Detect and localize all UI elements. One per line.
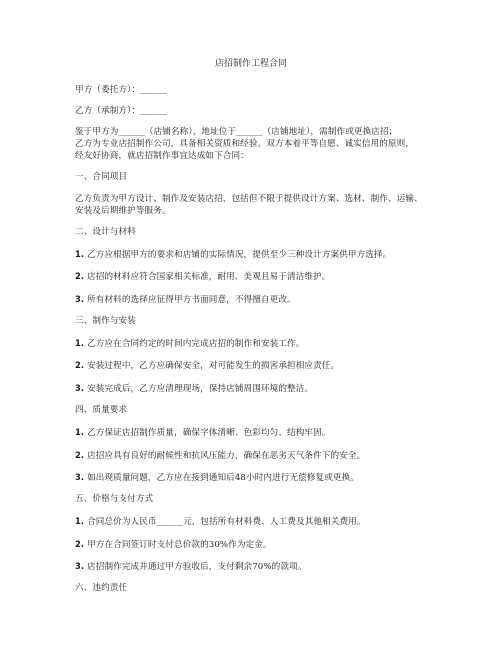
item-text: 合同总价为人民币______元，包括所有材料费、人工费及其他相关费用。 (87, 517, 366, 527)
item-number: 2. (75, 539, 85, 549)
intro-line: 乙方为专业店招制作公司，具备相关资质和经验，双方本着平等自愿、诚实信用的原则， (75, 139, 415, 149)
item-number: 1. (75, 249, 85, 259)
section-text-line: 乙方负责为甲方设计、制作及安装店招，包括但不限于提供设计方案、选材、制作、运输、 (75, 194, 423, 204)
item-number: 3. (75, 294, 85, 304)
list-item (75, 270, 475, 283)
section-heading: 五、价格与支付方式 (75, 494, 154, 504)
section-heading: 一、合同项目 (75, 172, 128, 182)
item-number: 1. (75, 427, 85, 437)
item-text: 安装过程中，乙方应确保安全，对可能发生的损害承担相应责任。 (87, 361, 340, 371)
list-item (75, 293, 475, 306)
item-number: 2. (75, 271, 85, 281)
item-text: 所有材料的选择应征得甲方书面同意，不得擅自更改。 (87, 295, 296, 305)
item-number: 3. (75, 383, 85, 393)
section-text-line: 安装及后期维护等服务。 (75, 206, 171, 216)
list-item (75, 248, 475, 261)
section-heading: 三、制作与安装 (75, 316, 136, 326)
list-item (75, 359, 475, 372)
item-text: 如出现质量问题，乙方应在接到通知后48小时内进行无偿修复或更换。 (87, 473, 360, 483)
list-item (75, 538, 475, 551)
party-a-line: 甲方（委托方）：______ (75, 85, 167, 95)
intro-line: 鉴于甲方为______（店铺名称），地址位于______（店铺地址），需制作或更换店招； (75, 127, 398, 137)
section-heading: 四、质量要求 (75, 405, 128, 415)
item-text: 店招应具有良好的耐候性和抗风压能力，确保在恶劣天气条件下的安全。 (87, 451, 366, 461)
item-number: 3. (75, 472, 85, 482)
list-item (75, 382, 475, 395)
intro-line: 经友好协商，就店招制作事宜达成如下合同： (75, 151, 249, 161)
item-number: 1. (75, 516, 85, 526)
list-item (75, 449, 475, 462)
item-text: 安装完成后，乙方应清理现场，保持店铺周围环境的整洁。 (87, 384, 314, 394)
item-number: 1. (75, 338, 85, 348)
item-text: 甲方在合同签订时支付总价款的30%作为定金。 (87, 540, 272, 550)
item-number: 2. (75, 450, 85, 460)
item-number: 2. (75, 360, 85, 370)
list-item (75, 560, 475, 573)
document-title: 店招制作工程合同 (214, 59, 287, 69)
item-text: 乙方应在合同约定的时间内完成店招的制作和安装工作。 (87, 339, 305, 349)
list-item (75, 515, 475, 528)
item-text: 乙方保证店招制作质量，确保字体清晰、色彩均匀、结构牢固。 (87, 428, 331, 438)
section-heading: 六、违约责任 (75, 583, 128, 593)
item-text: 店招制作完成并通过甲方验收后，支付剩余70%的款项。 (87, 562, 307, 572)
list-item (75, 337, 475, 350)
item-number: 3. (75, 561, 85, 571)
section-heading: 二、设计与材料 (75, 227, 136, 237)
party-b-line: 乙方（承制方）：______ (75, 106, 167, 116)
list-item (75, 426, 475, 439)
list-item (75, 471, 475, 484)
item-text: 乙方应根据甲方的要求和店铺的实际情况，提供至少三种设计方案供甲方选择。 (87, 250, 392, 260)
item-text: 店招的材料应符合国家相关标准，耐用、美观且易于清洁维护。 (87, 272, 331, 282)
